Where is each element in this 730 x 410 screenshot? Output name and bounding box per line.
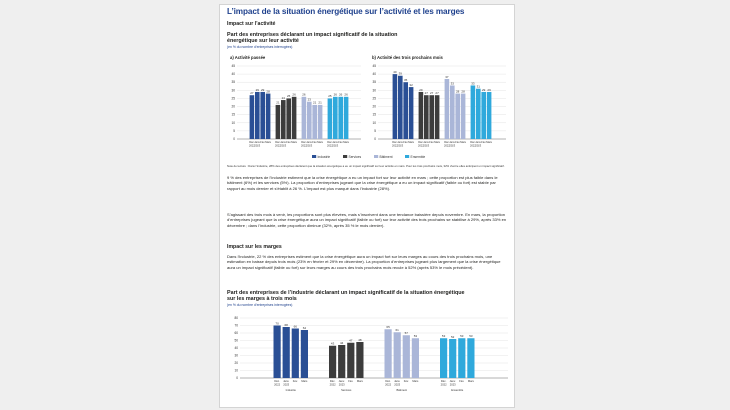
bar-services-0: [419, 92, 424, 139]
x-tick-label: Déc.: [329, 380, 336, 384]
x-tick-label: Déc.: [440, 380, 447, 384]
y-tick-label: 5: [233, 128, 235, 133]
y-tick-label: 50: [234, 338, 238, 343]
chart2-panel: [234, 316, 508, 392]
x-tick-label: Mars: [460, 141, 466, 145]
bar-industrie-3: [266, 94, 271, 139]
x-tick-label: 2022: [329, 383, 336, 387]
document-page: [219, 4, 515, 408]
bar-value-label: 65: [386, 325, 390, 330]
y-tick-label: 20: [231, 104, 235, 109]
x-tick-label: Mars: [434, 141, 440, 145]
bar-value-label: 33: [450, 81, 454, 86]
x-tick-label: 2022: [275, 144, 281, 148]
bar-services-2: [429, 95, 434, 139]
bar-value-label: 29: [255, 87, 259, 92]
bar-value-label: 26: [302, 92, 306, 97]
bar-value-label: 26: [333, 92, 337, 97]
y-tick-label: 35: [372, 80, 376, 85]
y-tick-label: 45: [372, 64, 376, 68]
x-tick-label: 2022: [440, 383, 447, 387]
x-tick-label: 2022: [249, 144, 255, 148]
x-tick-label: Mars: [301, 380, 308, 384]
bar-batiment-2: [312, 105, 317, 139]
x-tick-label: Déc.: [392, 141, 398, 145]
bar-industrie-2: [292, 329, 299, 379]
chart1-svg: [220, 51, 514, 163]
bar-batiment-0: [445, 79, 450, 139]
bar-value-label: 53: [413, 334, 418, 339]
bar-industrie-0: [274, 326, 281, 379]
bar-value-label: 31: [476, 84, 480, 89]
bar-value-label: 24: [281, 95, 285, 100]
x-tick-label: Déc.: [470, 141, 476, 145]
bar-industrie-1: [283, 327, 290, 378]
y-tick-label: 60: [234, 331, 238, 335]
group-label-industrie: Industrie: [285, 389, 296, 393]
legend-label-industrie: Industrie: [317, 154, 331, 159]
bar-value-label: 21: [318, 100, 322, 105]
bar-batiment-2: [403, 335, 410, 378]
x-tick-label: Fév.: [403, 141, 409, 145]
bar-industrie-0: [393, 74, 398, 139]
legend-swatch-industrie: [312, 155, 316, 158]
bar-services-3: [435, 95, 440, 139]
bar-value-label: 43: [330, 341, 335, 346]
x-tick-label: Déc.: [327, 141, 333, 145]
x-tick-label: Fév.: [403, 380, 409, 384]
y-tick-label: 30: [234, 353, 238, 358]
x-tick-label: Mars: [467, 380, 474, 384]
x-tick-label: Janv.: [332, 141, 339, 145]
bar-batiment-3: [412, 338, 419, 378]
bar-value-label: 27: [250, 91, 254, 95]
bar-industrie-3: [301, 330, 308, 378]
x-tick-label: 2022: [470, 144, 476, 148]
section-heading-margins: Impact sur les marges: [227, 244, 282, 250]
x-tick-label: 2023: [475, 144, 482, 148]
legend-swatch-services: [343, 155, 347, 158]
x-tick-label: Mars: [408, 141, 414, 145]
bar-value-label: 21: [276, 100, 280, 105]
chart1-title: Part des entreprises déclarant un impact significatif de la situation énergétique sur leur activité: [227, 32, 398, 45]
bar-batiment-3: [461, 94, 466, 139]
bar-value-label: 26: [344, 92, 348, 97]
x-tick-label: Janv.: [475, 141, 482, 145]
x-tick-label: Janv.: [280, 141, 287, 145]
bar-value-label: 26: [292, 92, 296, 97]
x-tick-label: Mars: [317, 141, 323, 145]
x-tick-label: Déc.: [275, 141, 281, 145]
group-label-ensemble: Ensemble: [451, 389, 464, 393]
chart1-panel-a: [231, 64, 361, 147]
x-tick-label: 2023: [423, 144, 430, 148]
bar-value-label: 27: [424, 91, 428, 95]
bar-value-label: 52: [451, 334, 455, 339]
x-tick-label: Mars: [412, 380, 419, 384]
bar-batiment-1: [394, 332, 401, 378]
y-tick-label: 15: [372, 112, 376, 117]
legend-label-batiment: Bâtiment: [379, 154, 393, 159]
chart1-panel-b-label: b) Activité des trois prochains mois: [372, 55, 443, 60]
y-tick-label: 30: [372, 88, 376, 93]
bar-value-label: 27: [435, 91, 439, 95]
y-tick-label: 70: [234, 323, 238, 328]
y-tick-label: 15: [231, 112, 235, 117]
x-tick-label: Janv.: [423, 141, 430, 145]
bar-value-label: 61: [395, 328, 399, 333]
x-tick-label: 2022: [274, 383, 281, 387]
chart1-legend: [312, 155, 425, 159]
legend-swatch-ensemble: [405, 155, 409, 158]
bar-value-label: 64: [302, 325, 307, 330]
bar-services-3: [292, 97, 297, 139]
bar-value-label: 53: [460, 334, 464, 339]
x-tick-label: Fév.: [481, 141, 487, 145]
bar-value-label: 28: [456, 89, 460, 94]
x-tick-label: Fév.: [338, 141, 344, 145]
x-tick-label: 2022: [385, 383, 392, 387]
x-tick-label: Fév.: [286, 141, 292, 145]
bar-value-label: 33: [471, 81, 475, 86]
y-tick-label: 25: [372, 96, 376, 101]
bar-value-label: 25: [287, 94, 291, 99]
legend-swatch-batiment: [374, 155, 378, 158]
bar-industrie-2: [260, 92, 265, 139]
y-tick-label: 30: [231, 88, 235, 93]
chart2-svg: [220, 310, 514, 407]
bar-value-label: 44: [340, 340, 344, 345]
bar-services-1: [281, 100, 286, 139]
bar-value-label: 39: [398, 71, 402, 76]
x-tick-label: Fév.: [260, 141, 266, 145]
bar-value-label: 68: [284, 322, 288, 327]
bar-value-label: 29: [487, 87, 491, 92]
x-tick-label: Janv.: [283, 380, 290, 384]
bar-value-label: 26: [339, 92, 343, 97]
bar-value-label: 28: [266, 89, 270, 94]
x-tick-label: 2023: [449, 383, 456, 387]
x-tick-label: 2023: [449, 144, 456, 148]
bar-value-label: 21: [313, 100, 317, 105]
legend-label-ensemble: Ensemble: [410, 154, 426, 159]
x-tick-label: Janv.: [394, 380, 401, 384]
x-tick-label: Janv.: [397, 141, 404, 145]
y-tick-label: 0: [374, 137, 376, 141]
bar-ensemble-1: [476, 89, 481, 139]
bar-services-0: [276, 105, 281, 139]
chart1-panel-b: [372, 64, 506, 147]
bar-ensemble-2: [481, 92, 486, 139]
y-tick-label: 10: [231, 120, 235, 125]
x-tick-label: Fév.: [429, 141, 435, 145]
bar-ensemble-3: [344, 97, 349, 139]
bar-value-label: 40: [393, 69, 397, 74]
bar-ensemble-2: [458, 338, 465, 378]
x-tick-label: 2023: [280, 144, 287, 148]
x-tick-label: 2023: [283, 383, 290, 387]
bar-services-2: [286, 98, 291, 139]
x-tick-label: Déc.: [249, 141, 255, 145]
x-tick-label: Déc.: [385, 380, 391, 384]
chart1-panel-a-label: a) Activité passée: [230, 55, 266, 60]
bar-ensemble-1: [333, 97, 338, 139]
legend-label-services: Services: [348, 154, 362, 159]
group-label-services: Services: [341, 389, 352, 393]
x-tick-label: Janv.: [254, 141, 261, 145]
x-tick-label: Déc.: [444, 141, 450, 145]
paragraph-1: 9 % des entreprises de l’industrie estiment que la crise énergétique a eu un impact fort sur leur activité en mars ; cette proportion est plus faible dans le bâtiment (6%) et les services (5%). La proportion d’entreprises jugeant que la crise énergétique a eu un impact significatif (faible ou fort) est stable par rapport au mois dernier et s’établit à 26 %. L’impact est plus marqué dans l’industrie (28%).: [227, 175, 498, 191]
x-tick-label: 2023: [397, 144, 404, 148]
x-tick-label: 2023: [254, 144, 261, 148]
bar-ensemble-3: [487, 92, 492, 139]
y-tick-label: 40: [234, 346, 238, 350]
x-tick-label: Janv.: [338, 380, 345, 384]
bar-ensemble-2: [338, 97, 343, 139]
bar-value-label: 53: [469, 334, 473, 339]
y-tick-label: 40: [372, 72, 376, 77]
bar-value-label: 53: [441, 334, 446, 339]
group-label-batiment: Bâtiment: [396, 389, 408, 393]
chart2-subtitle: (en % du nombre d’entreprises interrogées): [227, 303, 293, 307]
y-tick-label: 40: [231, 72, 235, 77]
bar-value-label: 29: [261, 87, 265, 92]
bar-value-label: 57: [404, 331, 408, 336]
y-tick-label: 5: [374, 128, 376, 133]
y-tick-label: 0: [233, 137, 235, 141]
bar-batiment-1: [450, 85, 455, 139]
x-tick-label: Fév.: [459, 380, 465, 384]
bar-industrie-0: [250, 95, 255, 139]
x-tick-label: 2023: [338, 383, 345, 387]
bar-industrie-2: [403, 82, 408, 139]
bar-value-label: 66: [293, 324, 297, 329]
x-tick-label: Déc.: [418, 141, 424, 145]
bar-batiment-0: [385, 329, 392, 378]
y-tick-label: 35: [231, 80, 235, 85]
bar-services-3: [356, 342, 363, 378]
bar-batiment-3: [318, 105, 323, 139]
x-tick-label: 2022: [444, 144, 450, 148]
x-tick-label: Mars: [265, 141, 271, 145]
bar-batiment-0: [302, 97, 307, 139]
bar-services-1: [338, 345, 345, 378]
bar-value-label: 70: [275, 321, 279, 326]
x-tick-label: 2022: [301, 144, 307, 148]
bar-ensemble-1: [449, 339, 456, 378]
bar-industrie-1: [398, 76, 403, 139]
x-tick-label: Déc.: [301, 141, 307, 145]
bar-value-label: 23: [307, 97, 311, 102]
paragraph-3: Dans l’industrie, 22 % des entreprises estiment que la crise énergétique aura un impact fort sur leurs marges au cours des trois prochains mois, une estimation en baisse depuis trois mois (23% en février et 29% en décembre). La proportion d’entreprises jugeant plus largement que la crise énergétique aura un impact significatif (faible ou fort) sur leurs marges au cours des trois prochains mois recule à 52% (après 53% le mois précédent).: [227, 254, 501, 270]
x-tick-label: 2023: [306, 144, 313, 148]
bar-ensemble-0: [440, 338, 447, 378]
x-tick-label: Fév.: [348, 380, 354, 384]
page-title: L’impact de la situation énergétique sur l’activité et les marges: [227, 7, 465, 16]
y-tick-label: 10: [372, 120, 376, 125]
bar-value-label: 35: [404, 78, 408, 83]
chart1-note: Note de lecture : Dans l’industrie, 28% des entreprises déclarent que la situation énergétique a eu un impact significatif sur leur activité en mars. Pour les trois prochains mois, 32% d’entre elles anticipent un impact significatif.: [227, 164, 505, 168]
bar-ensemble-0: [471, 85, 476, 139]
y-tick-label: 10: [234, 368, 238, 373]
chart1-subtitle: (en % du nombre d’entreprises interrogées): [227, 45, 293, 49]
x-tick-label: Déc.: [274, 380, 280, 384]
x-tick-label: 2022: [327, 144, 333, 148]
bar-value-label: 29: [419, 87, 423, 92]
x-tick-label: Janv.: [449, 380, 456, 384]
x-tick-label: 2023: [332, 144, 339, 148]
x-tick-label: 2022: [392, 144, 398, 148]
bar-value-label: 27: [430, 91, 434, 95]
y-tick-label: 80: [234, 316, 238, 320]
bar-value-label: 25: [328, 94, 332, 99]
paragraph-2: S’agissant des trois mois à venir, les proportions sont plus élevées, mais s’inscrivent dans une tendance baissière depuis novembre. En mars, la proportion d’entreprises jugeant que la crise énergétique aura un impact significatif (faible ou fort) sur leur activité des trois prochains se stabilise à 29%, après 33% en décembre ; dans l’industrie, cette proportion diminue (32%, après 35 % le mois dernier).: [227, 212, 507, 228]
bar-services-0: [329, 346, 336, 378]
x-tick-label: Janv.: [449, 141, 456, 145]
x-tick-label: 2022: [418, 144, 424, 148]
bar-ensemble-0: [328, 98, 333, 139]
bar-batiment-1: [307, 102, 312, 139]
bar-value-label: 32: [409, 82, 413, 87]
y-tick-label: 20: [372, 104, 376, 109]
y-tick-label: 20: [234, 361, 238, 365]
bar-industrie-3: [409, 87, 414, 139]
y-tick-label: 0: [236, 376, 238, 380]
x-tick-label: Mars: [486, 141, 492, 145]
x-tick-label: Fév.: [455, 141, 461, 145]
chart2-title: Part des entreprises de l’industrie déclarant un impact significatif de la situation énergétique sur les marges à trois mois: [227, 290, 465, 303]
x-tick-label: Fév.: [312, 141, 318, 145]
bar-value-label: 48: [358, 337, 362, 342]
bar-ensemble-3: [467, 338, 474, 378]
bar-services-1: [424, 95, 429, 139]
bar-value-label: 29: [482, 87, 486, 92]
section-heading-activity: Impact sur l’activité: [227, 21, 276, 27]
y-tick-label: 45: [231, 64, 235, 68]
bar-industrie-1: [255, 92, 260, 139]
x-tick-label: Janv.: [306, 141, 313, 145]
x-tick-label: 2023: [394, 383, 401, 387]
x-tick-label: Mars: [343, 141, 349, 145]
x-tick-label: Mars: [291, 141, 297, 145]
x-tick-label: Fév.: [292, 380, 298, 384]
bar-value-label: 28: [461, 89, 465, 94]
bar-batiment-2: [455, 94, 460, 139]
bar-value-label: 47: [349, 338, 353, 343]
x-tick-label: Mars: [356, 380, 363, 384]
bar-value-label: 37: [445, 74, 449, 79]
y-tick-label: 25: [231, 96, 235, 101]
bar-services-2: [347, 343, 354, 378]
